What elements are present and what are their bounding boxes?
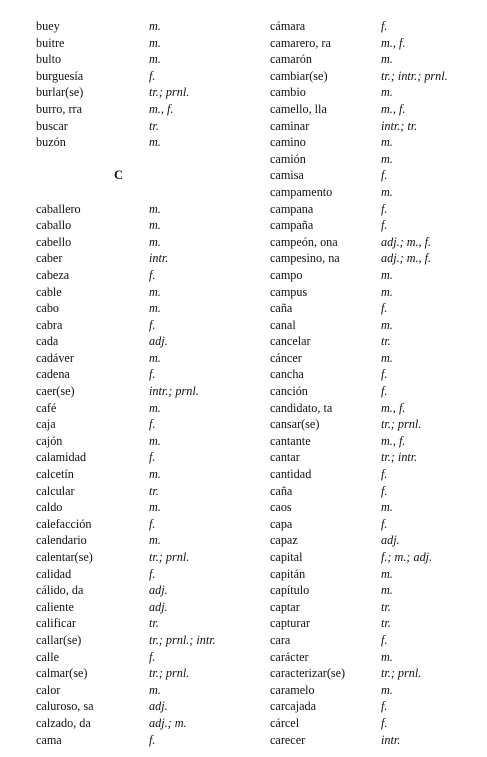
entry-word: caldo — [36, 500, 63, 515]
entry-part-of-speech: m., f. — [149, 101, 174, 116]
entry-word: caliente — [36, 599, 74, 614]
entry-word: café — [36, 400, 57, 415]
dictionary-entry — [270, 449, 480, 466]
entry-part-of-speech: m. — [381, 135, 393, 150]
entry-part-of-speech: m. — [381, 583, 393, 598]
entry-word: candidato, ta — [270, 400, 333, 415]
entry-part-of-speech: m. — [381, 682, 393, 697]
entry-word: calzado, da — [36, 715, 91, 730]
dictionary-entry — [36, 250, 236, 267]
entry-word: campeón, ona — [270, 234, 338, 249]
entry-word: capaz — [270, 533, 298, 548]
dictionary-entry — [36, 715, 236, 732]
entry-list-c — [36, 201, 236, 749]
entry-word: caracterizar(se) — [270, 666, 346, 681]
entry-list-right — [270, 18, 480, 748]
section-spacer — [36, 151, 236, 168]
entry-word: burguesía — [36, 68, 84, 83]
dictionary-entry — [36, 665, 236, 682]
entry-word: carecer — [270, 732, 306, 747]
entry-part-of-speech: tr. — [381, 599, 391, 614]
dictionary-entry — [270, 466, 480, 483]
entry-part-of-speech: tr. — [381, 616, 391, 631]
entry-word: cabra — [36, 317, 63, 332]
entry-word: capitán — [270, 566, 306, 581]
entry-part-of-speech: tr.; prnl. — [381, 417, 422, 432]
dictionary-entry — [270, 649, 480, 666]
entry-word: caber — [36, 251, 63, 266]
entry-word: cantante — [270, 433, 311, 448]
dictionary-entry — [270, 284, 480, 301]
entry-word: caña — [270, 301, 293, 316]
entry-word: burro, rra — [36, 101, 83, 116]
dictionary-entry — [36, 51, 236, 68]
dictionary-entry — [270, 665, 480, 682]
entry-part-of-speech: adj.; m., f. — [381, 251, 432, 266]
entry-part-of-speech: adj. — [149, 334, 168, 349]
entry-word: caer(se) — [36, 384, 75, 399]
entry-part-of-speech: m. — [149, 500, 161, 515]
entry-word: canal — [270, 317, 296, 332]
dictionary-entry — [36, 300, 236, 317]
dictionary-entry — [270, 217, 480, 234]
entry-part-of-speech: m. — [381, 317, 393, 332]
dictionary-entry — [36, 615, 236, 632]
dictionary-entry — [270, 599, 480, 616]
entry-word: buitre — [36, 35, 65, 50]
entry-part-of-speech: f. — [149, 367, 156, 382]
dictionary-entry — [270, 532, 480, 549]
entry-word: campesino, na — [270, 251, 340, 266]
entry-word: campaña — [270, 218, 314, 233]
entry-word: camello, lla — [270, 101, 327, 116]
dictionary-entry — [270, 433, 480, 450]
entry-part-of-speech: tr.; intr. — [381, 450, 418, 465]
entry-word: camarero, ra — [270, 35, 331, 50]
entry-part-of-speech: f.; m.; adj. — [381, 550, 433, 564]
entry-part-of-speech: m. — [381, 52, 393, 67]
entry-word: carcajada — [270, 699, 316, 714]
entry-part-of-speech: tr. — [381, 334, 391, 349]
entry-word: cara — [270, 632, 291, 647]
entry-word: buey — [36, 19, 60, 33]
entry-word: caramelo — [270, 682, 315, 697]
entry-part-of-speech: m. — [149, 301, 161, 316]
entry-part-of-speech: tr.; prnl. — [381, 666, 422, 681]
dictionary-entry — [36, 698, 236, 715]
dictionary-entry — [36, 582, 236, 599]
entry-part-of-speech: m. — [149, 201, 161, 216]
entry-part-of-speech: f. — [381, 218, 388, 233]
entry-word: cada — [36, 334, 59, 349]
entry-part-of-speech: intr. — [381, 732, 401, 747]
dictionary-entry — [36, 532, 236, 549]
dictionary-entry — [270, 698, 480, 715]
entry-part-of-speech: m., f. — [381, 433, 406, 448]
dictionary-entry — [36, 284, 236, 301]
dictionary-entry — [36, 732, 236, 749]
entry-word: buzón — [36, 135, 66, 150]
dictionary-entry — [270, 400, 480, 417]
dictionary-entry — [36, 217, 236, 234]
entry-word: cama — [36, 732, 62, 747]
entry-part-of-speech: adj. — [149, 583, 168, 598]
section-spacer — [36, 184, 236, 201]
entry-part-of-speech: f. — [149, 317, 156, 332]
section-heading-c: C — [114, 168, 124, 183]
dictionary-entry — [36, 366, 236, 383]
dictionary-entry — [270, 101, 480, 118]
entry-word: calcular — [36, 483, 75, 498]
dictionary-entry — [270, 732, 480, 749]
dictionary-entry — [270, 167, 480, 184]
entry-word: caluroso, sa — [36, 699, 94, 714]
entry-word: caña — [270, 483, 293, 498]
entry-word: camarón — [270, 52, 312, 67]
entry-word: cadáver — [36, 350, 74, 365]
entry-word: cantidad — [270, 467, 312, 482]
dictionary-entry — [36, 682, 236, 699]
dictionary-entry — [270, 383, 480, 400]
entry-word: caballero — [36, 201, 81, 216]
dictionary-entry — [36, 317, 236, 334]
entry-word: campo — [270, 267, 303, 282]
dictionary-entry — [36, 400, 236, 417]
entry-word: cambio — [270, 85, 306, 100]
dictionary-entry — [270, 51, 480, 68]
entry-word: camión — [270, 151, 306, 166]
dictionary-entry — [36, 18, 236, 35]
dictionary-entry — [270, 68, 480, 85]
entry-part-of-speech: tr.; prnl. — [149, 666, 190, 681]
dictionary-entry — [270, 715, 480, 732]
entry-part-of-speech: m. — [149, 533, 161, 548]
entry-part-of-speech: f. — [381, 632, 388, 647]
dictionary-entry — [270, 350, 480, 367]
entry-part-of-speech: f. — [381, 467, 388, 482]
entry-part-of-speech: f. — [149, 267, 156, 282]
entry-part-of-speech: m. — [149, 400, 161, 415]
dictionary-entry — [36, 449, 236, 466]
entry-word: cambiar(se) — [270, 68, 328, 83]
dictionary-entry — [36, 68, 236, 85]
entry-part-of-speech: f. — [149, 649, 156, 664]
entry-part-of-speech: m., f. — [381, 101, 406, 116]
entry-part-of-speech: m. — [149, 467, 161, 482]
dictionary-entry — [270, 317, 480, 334]
entry-part-of-speech: f. — [149, 450, 156, 465]
entry-part-of-speech: tr. — [149, 616, 159, 631]
entry-part-of-speech: m. — [381, 350, 393, 365]
entry-part-of-speech: f. — [381, 201, 388, 216]
entry-part-of-speech: tr.; prnl. — [149, 550, 190, 564]
entry-word: cantar — [270, 450, 300, 465]
entry-word: cáncer — [270, 350, 302, 365]
entry-word: cancha — [270, 367, 304, 382]
dictionary-entry — [36, 333, 236, 350]
dictionary-entry — [270, 267, 480, 284]
entry-word: campamento — [270, 184, 333, 199]
entry-part-of-speech: f. — [381, 699, 388, 714]
entry-word: cabo — [36, 301, 60, 316]
entry-word: cable — [36, 284, 62, 299]
dictionary-entry — [36, 632, 236, 649]
entry-part-of-speech: f. — [149, 516, 156, 531]
entry-part-of-speech: intr. — [149, 251, 169, 266]
dictionary-entry — [270, 84, 480, 101]
entry-word: camisa — [270, 168, 304, 183]
entry-part-of-speech: m., f. — [381, 35, 406, 50]
entry-part-of-speech: m. — [149, 135, 161, 150]
entry-part-of-speech: m. — [149, 19, 161, 33]
dictionary-entry — [270, 250, 480, 267]
entry-part-of-speech: f. — [381, 19, 388, 33]
entry-word: caminar — [270, 118, 310, 133]
entry-word: cadena — [36, 367, 70, 382]
entry-part-of-speech: f. — [149, 566, 156, 581]
dictionary-entry — [270, 483, 480, 500]
dictionary-entry — [270, 582, 480, 599]
dictionary-entry — [270, 35, 480, 52]
entry-part-of-speech: f. — [381, 168, 388, 183]
entry-part-of-speech: m., f. — [381, 400, 406, 415]
entry-word: caos — [270, 500, 292, 515]
dictionary-entry — [270, 300, 480, 317]
entry-word: cabello — [36, 234, 72, 249]
dictionary-entry — [36, 549, 236, 566]
dictionary-entry — [36, 466, 236, 483]
dictionary-entry — [270, 134, 480, 151]
entry-part-of-speech: m. — [381, 85, 393, 100]
dictionary-entry — [36, 134, 236, 151]
entry-word: capítulo — [270, 583, 310, 598]
entry-word: campana — [270, 201, 314, 216]
dictionary-entry — [36, 566, 236, 583]
entry-part-of-speech: tr.; intr.; prnl. — [381, 68, 448, 83]
dictionary-entry — [36, 416, 236, 433]
entry-word: canción — [270, 384, 308, 399]
entry-word: cálido, da — [36, 583, 84, 598]
entry-word: capa — [270, 516, 293, 531]
entry-word: calor — [36, 682, 61, 697]
dictionary-entry — [270, 234, 480, 251]
entry-part-of-speech: m. — [381, 184, 393, 199]
dictionary-entry — [36, 84, 236, 101]
dictionary-entry — [36, 118, 236, 135]
entry-part-of-speech: f. — [381, 384, 388, 399]
entry-word: cancelar — [270, 334, 311, 349]
entry-part-of-speech: m. — [381, 500, 393, 515]
dictionary-entry — [36, 433, 236, 450]
entry-part-of-speech: m. — [149, 52, 161, 67]
entry-word: campus — [270, 284, 308, 299]
dictionary-entry — [270, 516, 480, 533]
dictionary-entry — [36, 599, 236, 616]
entry-part-of-speech: f. — [381, 715, 388, 730]
entry-word: caja — [36, 417, 56, 432]
dictionary-entry — [270, 366, 480, 383]
entry-part-of-speech: tr. — [149, 118, 159, 133]
entry-part-of-speech: adj. — [149, 599, 168, 614]
entry-word: capital — [270, 550, 303, 564]
dictionary-entry — [270, 566, 480, 583]
entry-word: carácter — [270, 649, 309, 664]
entry-part-of-speech: f. — [381, 301, 388, 316]
entry-word: buscar — [36, 118, 68, 133]
entry-part-of-speech: m. — [149, 682, 161, 697]
entry-part-of-speech: f. — [381, 516, 388, 531]
dictionary-entry — [36, 649, 236, 666]
entry-part-of-speech: m. — [149, 35, 161, 50]
entry-word: calendario — [36, 533, 87, 548]
entry-part-of-speech: f. — [149, 68, 156, 83]
entry-part-of-speech: m. — [149, 284, 161, 299]
entry-word: bulto — [36, 52, 62, 67]
entry-word: calificar — [36, 616, 76, 631]
entry-word: caballo — [36, 218, 72, 233]
dictionary-entry — [270, 615, 480, 632]
entry-part-of-speech: adj. — [381, 533, 400, 548]
dictionary-entry — [270, 151, 480, 168]
dictionary-entry — [270, 549, 480, 566]
dictionary-entry — [270, 416, 480, 433]
entry-word: calcetín — [36, 467, 74, 482]
dictionary-entry — [270, 201, 480, 218]
dictionary-entry — [36, 234, 236, 251]
dictionary-entry — [270, 682, 480, 699]
entry-part-of-speech: intr.; prnl. — [149, 384, 199, 399]
entry-part-of-speech: m. — [381, 566, 393, 581]
entry-word: cámara — [270, 19, 306, 33]
entry-word: cajón — [36, 433, 63, 448]
entry-part-of-speech: m. — [381, 151, 393, 166]
dictionary-entry — [270, 499, 480, 516]
entry-part-of-speech: f. — [381, 483, 388, 498]
entry-word: calmar(se) — [36, 666, 88, 681]
entry-part-of-speech: intr.; tr. — [381, 118, 418, 133]
entry-part-of-speech: f. — [381, 367, 388, 382]
dictionary-entry — [36, 350, 236, 367]
entry-word: capturar — [270, 616, 310, 631]
entry-part-of-speech: tr.; prnl.; intr. — [149, 632, 216, 647]
entry-part-of-speech: tr. — [149, 483, 159, 498]
right-column — [270, 18, 480, 748]
dictionary-entry — [36, 267, 236, 284]
dictionary-entry — [270, 118, 480, 135]
entry-part-of-speech: m. — [149, 433, 161, 448]
entry-part-of-speech: adj.; m. — [149, 715, 187, 730]
dictionary-entry — [36, 383, 236, 400]
entry-part-of-speech: m. — [149, 234, 161, 249]
dictionary-entry — [270, 333, 480, 350]
dictionary-entry — [36, 101, 236, 118]
entry-part-of-speech: m. — [381, 267, 393, 282]
entry-part-of-speech: m. — [381, 284, 393, 299]
entry-word: cárcel — [270, 715, 300, 730]
entry-word: cansar(se) — [270, 417, 320, 432]
dictionary-entry — [36, 35, 236, 52]
dictionary-entry — [270, 18, 480, 35]
dictionary-entry — [36, 201, 236, 218]
entry-word: callar(se) — [36, 632, 82, 647]
entry-word: calentar(se) — [36, 550, 93, 564]
entry-part-of-speech: tr.; prnl. — [149, 85, 190, 100]
dictionary-entry — [36, 499, 236, 516]
entry-part-of-speech: f. — [149, 417, 156, 432]
dictionary-entry — [36, 483, 236, 500]
entry-word: calle — [36, 649, 60, 664]
entry-part-of-speech: adj.; m., f. — [381, 234, 432, 249]
entry-word: calidad — [36, 566, 72, 581]
dictionary-entry — [270, 632, 480, 649]
entry-word: burlar(se) — [36, 85, 84, 100]
entry-list-b — [36, 18, 236, 151]
dictionary-entry — [36, 516, 236, 533]
entry-word: calefacción — [36, 516, 92, 531]
entry-part-of-speech: f. — [149, 732, 156, 747]
entry-word: camino — [270, 135, 306, 150]
entry-part-of-speech: m. — [381, 649, 393, 664]
entry-part-of-speech: m. — [149, 350, 161, 365]
dictionary-entry — [270, 184, 480, 201]
entry-word: cabeza — [36, 267, 70, 282]
left-column — [36, 18, 236, 748]
entry-word: calamidad — [36, 450, 87, 465]
entry-part-of-speech: adj. — [149, 699, 168, 714]
entry-word: captar — [270, 599, 300, 614]
entry-part-of-speech: m. — [149, 218, 161, 233]
